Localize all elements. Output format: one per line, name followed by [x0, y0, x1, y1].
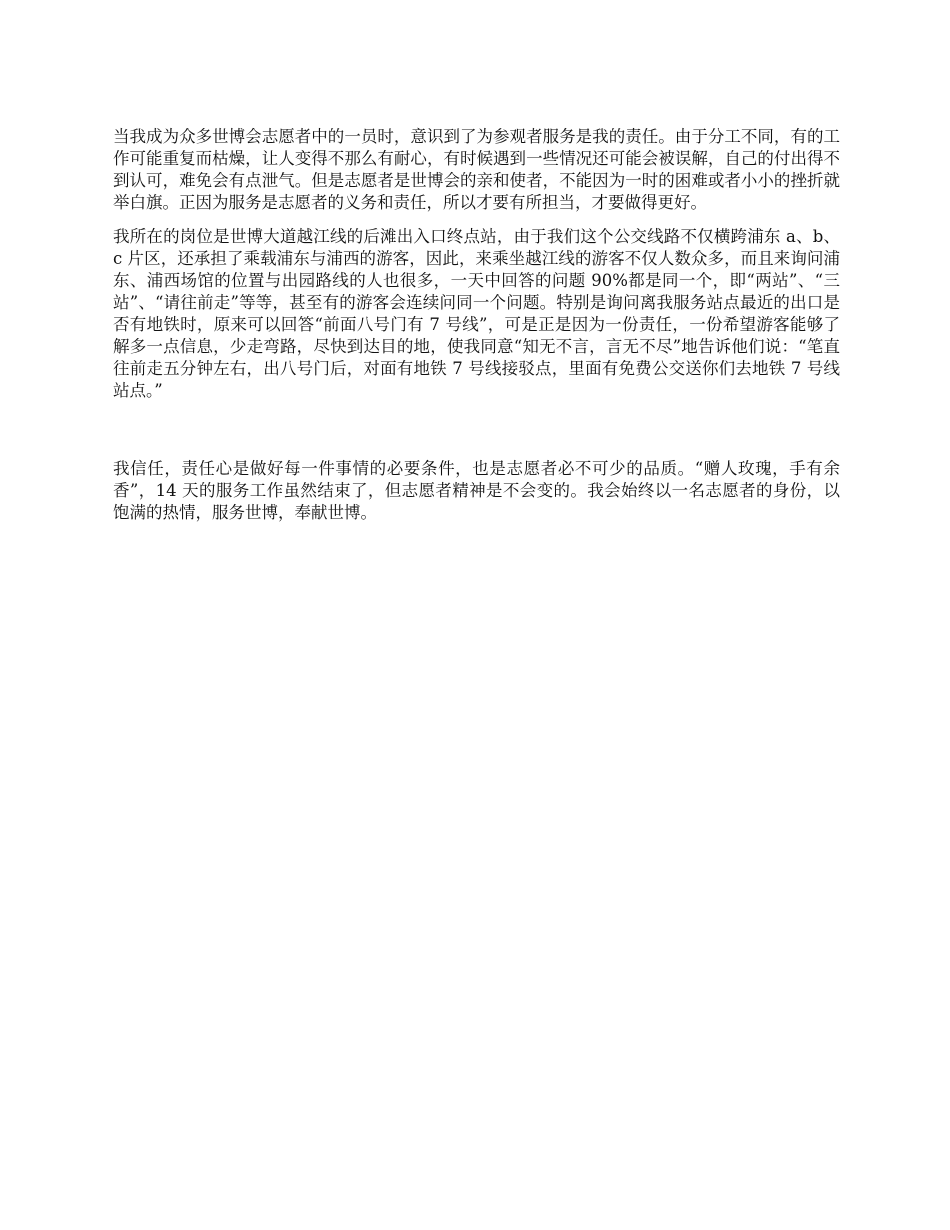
- paragraph-1: 当我成为众多世博会志愿者中的一员时，意识到了为参观者服务是我的责任。由于分工不同，有的工作可能重复而枯燥，让人变得不那么有耐心，有时候遇到一些情况还可能会被误解，自己的付出得不到认可，难免会有点泄气。但是志愿者是世博会的亲和使者，不能因为一时的困难或者小小的挫折就举白旗。正因为服务是志愿者的义务和责任，所以才要有所担当，才要做得更好。: [113, 127, 840, 212]
- document-page: [113, 126, 840, 524]
- paragraph-3: 我信任，责任心是做好每一件事情的必要条件，也是志愿者必不可少的品质。“赠人玫瑰，手有余香”，14 天的服务工作虽然结束了，但志愿者精神是不会变的。我会始终以一名志愿者的身份，以饱满的热情，服务世博，奉献世博。: [113, 459, 840, 522]
- paragraph-2: 我所在的岗位是世博大道越江线的后滩出入口终点站，由于我们这个公交线路不仅横跨浦东 a、b、c 片区，还承担了乘载浦东与浦西的游客，因此，来乘坐越江线的游客不仅人数众多，而且来询问浦东、浦西场馆的位置与出园路线的人也很多，一天中回答的问题 90%都是同一个，即“两站”、“三站”、“请往前走”等等，甚至有的游客会连续问同一个问题。特别是询问离我服务站点最近的出口是否有地铁时，原来可以回答“前面八号门有 7 号线”，可是正是因为一份责任，一份希望游客能够了解多一点信息，少走弯路，尽快到达目的地，使我同意“知无不言，言无不尽”地告诉他们说：“笔直往前走五分钟左右，出八号门后，对面有地铁 7 号线接驳点，里面有免费公交送你们去地铁 7 号线站点。”: [113, 227, 840, 400]
